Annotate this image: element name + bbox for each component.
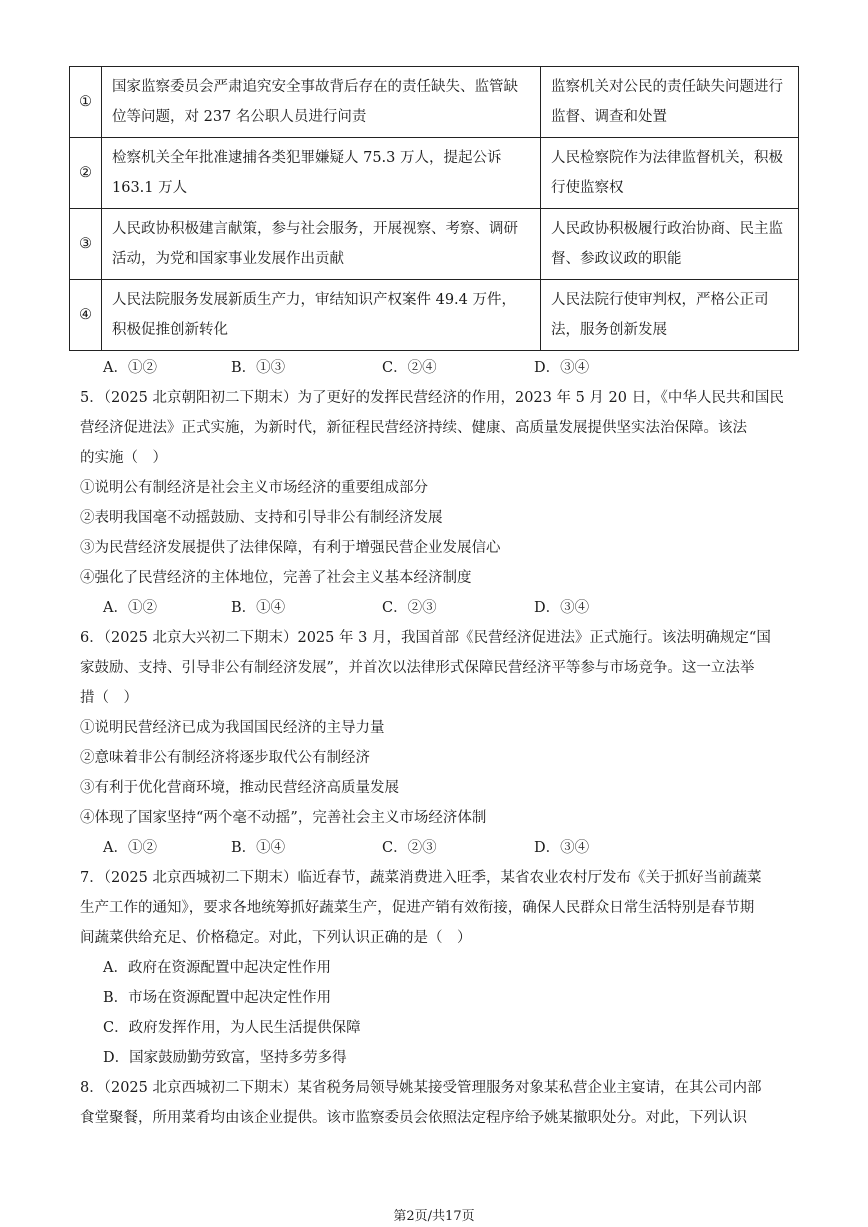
q4-option-d[interactable]: D．③④ [534,360,590,376]
q4-option-a[interactable]: A．①② [103,360,157,376]
q5-option-d[interactable]: D．③④ [534,600,590,616]
q7-stem-line: 7．（2025 北京西城初二下期末）临近春节，蔬菜消费进入旺季，某省农业农村厅发布《关于抓好当前蔬菜 [80,870,762,886]
q7-option-b[interactable]: B．市场在资源配置中起决定性作用 [103,990,332,1006]
q6-item: ③有利于优化营商环境，推动民营经济高质量发展 [80,780,399,796]
q6-option-b[interactable]: B．①④ [231,840,286,856]
q6-stem-line: 6．（2025 北京大兴初二下期末）2025 年 3 月，我国首部《民营经济促进法》正式施行。该法明确规定“国 [80,630,771,646]
row-explanation: 人民法院行使审判权，严格公正司法，服务创新发展 [541,280,799,351]
row-number: ② [70,138,102,209]
row-material: 检察机关全年批准逮捕各类犯罪嫌疑人 75.3 万人，提起公诉 163.1 万人 [102,138,541,209]
page-number: 第2页/共17页 [393,1209,475,1224]
row-number: ① [70,67,102,138]
q7-option-d[interactable]: D．国家鼓励勤劳致富，坚持多劳多得 [103,1050,347,1066]
table-row [70,209,799,280]
q6-option-a[interactable]: A．①② [103,840,157,856]
q5-stem-line: 的实施（ ） [80,450,167,466]
q6-stem-line: 措（ ） [80,690,138,706]
q5-option-a[interactable]: A．①② [103,600,157,616]
q7-option-c[interactable]: C．政府发挥作用，为人民生活提供保障 [103,1020,361,1036]
q5-item: ③为民营经济发展提供了法律保障，有利于增强民营企业发展信心 [80,540,501,556]
q5-item: ②表明我国毫不动摇鼓励、支持和引导非公有制经济发展 [80,510,443,526]
q6-stem-line: 家鼓励、支持、引导非公有制经济发展”，并首次以法律形式保障民营经济平等参与市场竞争。这一立法举 [80,660,755,676]
q6-item: ④体现了国家坚持“两个毫不动摇”，完善社会主义市场经济体制 [80,810,487,826]
table-row [70,280,799,351]
q5-item: ④强化了民营经济的主体地位，完善了社会主义基本经济制度 [80,570,472,586]
q4-option-b[interactable]: B．①③ [231,360,286,376]
q8-stem-line: 8．（2025 北京西城初二下期末）某省税务局领导姚某接受管理服务对象某私营企业主宴请，在其公司内部 [80,1080,762,1096]
q7-stem-line: 生产工作的通知》，要求各地统筹抓好蔬菜生产，促进产销有效衔接，确保人民群众日常生活特别是春节期 [80,900,755,916]
statement-table [69,66,799,351]
table-row [70,138,799,209]
q7-stem-line: 间蔬菜供给充足、价格稳定。对此，下列认识正确的是（ ） [80,930,472,946]
row-material: 人民政协积极建言献策，参与社会服务，开展视察、考察、调研活动，为党和国家事业发展作出贡献 [102,209,541,280]
q6-option-d[interactable]: D．③④ [534,840,590,856]
q7-option-a[interactable]: A．政府在资源配置中起决定性作用 [103,960,331,976]
q5-stem-line: 5．（2025 北京朝阳初二下期末）为了更好的发挥民营经济的作用，2023 年 5 月 20 日，《中华人民共和国民 [80,390,784,406]
row-number: ③ [70,209,102,280]
q4-option-c[interactable]: C．②④ [382,360,437,376]
q6-item: ②意味着非公有制经济将逐步取代公有制经济 [80,750,370,766]
q5-option-b[interactable]: B．①④ [231,600,286,616]
q5-stem-line: 营经济促进法》正式实施，为新时代，新征程民营经济持续、健康、高质量发展提供坚实法治保障。该法 [80,420,747,436]
q8-stem-line: 食堂聚餐，所用菜肴均由该企业提供。该市监察委员会依照法定程序给予姚某撤职处分。对此，下列认识 [80,1110,747,1126]
row-explanation: 人民政协积极履行政治协商、民主监督、参政议政的职能 [541,209,799,280]
row-material: 人民法院服务发展新质生产力，审结知识产权案件 49.4 万件，积极促推创新转化 [102,280,541,351]
row-material: 国家监察委员会严肃追究安全事故背后存在的责任缺失、监管缺位等问题，对 237 名公职人员进行问责 [102,67,541,138]
table-row [70,67,799,138]
q5-option-c[interactable]: C．②③ [382,600,437,616]
row-number: ④ [70,280,102,351]
q5-item: ①说明公有制经济是社会主义市场经济的重要组成部分 [80,480,428,496]
q6-option-c[interactable]: C．②③ [382,840,437,856]
row-explanation: 监察机关对公民的责任缺失问题进行监督、调查和处置 [541,67,799,138]
row-explanation: 人民检察院作为法律监督机关，积极行使监察权 [541,138,799,209]
q6-item: ①说明民营经济已成为我国国民经济的主导力量 [80,720,385,736]
